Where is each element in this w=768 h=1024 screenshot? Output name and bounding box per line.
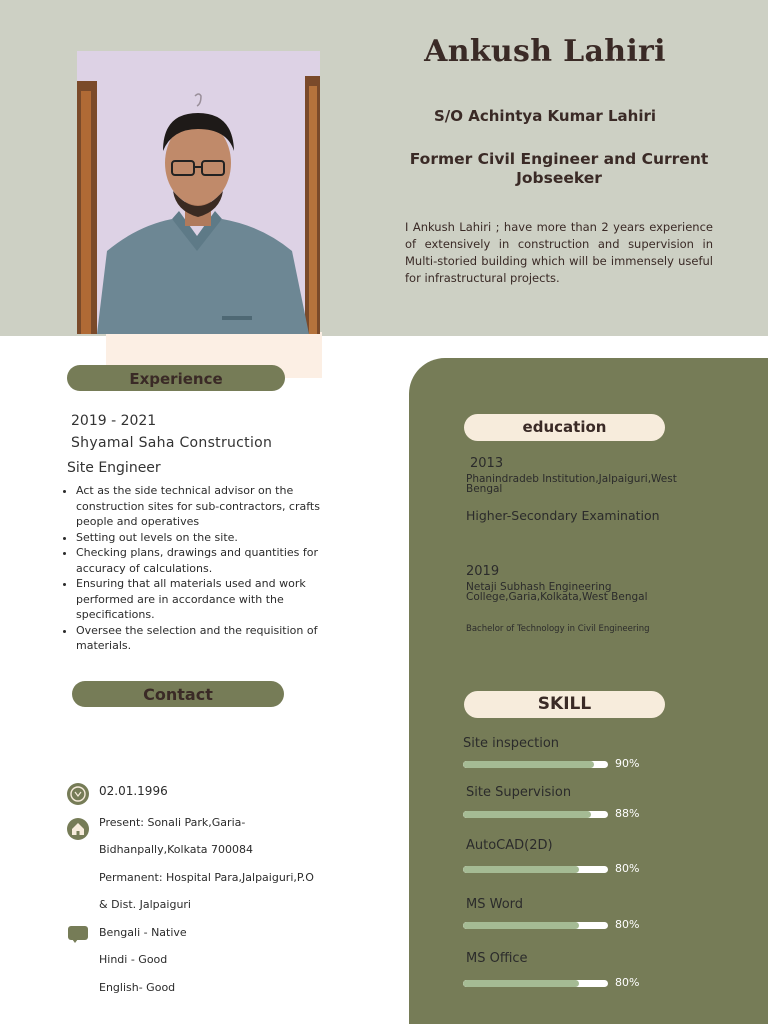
education-school: Netaji Subhash Engineering College,Garia,Kolkata,West Bengal <box>466 581 648 603</box>
skill-name: MS Word <box>466 897 524 912</box>
education-heading: education <box>464 414 665 441</box>
experience-title: Site Engineer <box>67 460 161 476</box>
skill-bar <box>463 866 608 873</box>
duty-item: • Act as the side technical advisor on the construction sites for sub-contractors, crafts people and operatives <box>76 483 356 530</box>
skill-bar <box>463 761 608 768</box>
birthday-icon <box>67 783 89 805</box>
profile-photo <box>77 51 320 334</box>
skill-percent: 80% <box>615 976 640 989</box>
experience-duties <box>60 483 356 654</box>
duty-item: • Checking plans, drawings and quantities for accuracy of calculations. <box>76 545 356 576</box>
address-permanent-line2: & Dist. Jalpaiguri <box>99 898 191 911</box>
father-name: S/O Achintya Kumar Lahiri <box>434 107 656 125</box>
experience-heading: Experience <box>67 365 285 391</box>
address-permanent-line1: Permanent: Hospital Para,Jalpaiguri,P.O <box>99 871 314 884</box>
skill-percent: 80% <box>615 862 640 875</box>
speech-bubble-icon <box>68 926 88 940</box>
skill-bar-fill <box>463 811 591 818</box>
language-english: English- Good <box>99 981 176 994</box>
duty-item: • Ensuring that all materials used and work performed are in accordance with the specifications. <box>76 576 356 623</box>
skill-bar-fill <box>463 922 579 929</box>
skill-percent: 80% <box>615 918 640 931</box>
education-school: Phanindradeb Institution,Jalpaiguri,West Bengal <box>466 473 677 495</box>
skill-bar-fill <box>463 866 579 873</box>
duty-item: • Oversee the selection and the requisition of materials. <box>76 623 356 654</box>
skill-bar <box>463 922 608 929</box>
role-title: Former Civil Engineer and Current Jobseeker <box>409 150 709 187</box>
skill-name: AutoCAD(2D) <box>466 838 553 853</box>
language-bengali: Bengali - Native <box>99 926 187 939</box>
skill-name: MS Office <box>466 951 528 966</box>
skill-bar <box>463 811 608 818</box>
education-degree: Bachelor of Technology in Civil Engineering <box>466 624 650 634</box>
address-present-line2: Bidhanpally,Kolkata 700084 <box>99 843 254 856</box>
skill-bar-fill <box>463 761 594 768</box>
experience-company: Shyamal Saha Construction <box>71 435 273 451</box>
contact-heading: Contact <box>72 681 284 707</box>
education-year: 2019 <box>466 564 500 579</box>
person-name: Ankush Lahiri <box>424 34 666 69</box>
skill-heading: SKILL <box>464 691 665 718</box>
skill-name: Site Supervision <box>466 785 572 800</box>
education-degree: Higher-Secondary Examination <box>466 508 660 523</box>
dob-text: 02.01.1996 <box>99 784 168 798</box>
summary-text: I Ankush Lahiri ; have more than 2 years experience of extensively in construction and supervision in Multi-storied building which will be immensely useful for infrastructural projects. <box>405 220 713 285</box>
experience-years: 2019 - 2021 <box>71 413 157 429</box>
skill-bar-fill <box>463 980 579 987</box>
home-icon <box>67 818 89 840</box>
skill-bar <box>463 980 608 987</box>
address-present-line1: Present: Sonali Park,Garia- <box>99 816 246 829</box>
skill-percent: 88% <box>615 807 640 820</box>
education-year: 2013 <box>470 456 504 471</box>
language-hindi: Hindi - Good <box>99 953 168 966</box>
skill-name: Site inspection <box>463 736 560 751</box>
skill-percent: 90% <box>615 757 640 770</box>
duty-item: • Setting out levels on the site. <box>76 530 356 546</box>
